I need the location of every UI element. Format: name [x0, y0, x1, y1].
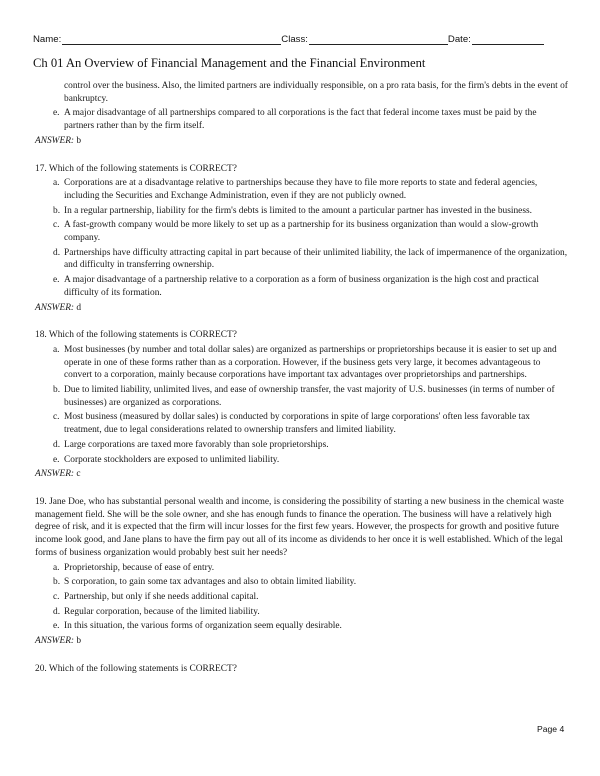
answer-label: ANSWER:	[35, 135, 75, 146]
question-19	[33, 496, 568, 648]
option-text: Most business (measured by dollar sales) is conducted by corporations in spite of large corporations' often less favorable tax treatment, due to legal considerations related to ownership transfers and limited liability.	[64, 412, 530, 436]
question-stem: 17. Which of the following statements is CORRECT?	[35, 163, 237, 174]
option-c	[33, 219, 568, 244]
option-b	[33, 384, 568, 409]
option-letter: e.	[53, 108, 60, 119]
option-letter: d.	[53, 247, 61, 258]
option-letter: c.	[53, 412, 60, 423]
date-blank-line	[472, 35, 544, 45]
option-text: Partnership, but only if she needs additional capital.	[64, 591, 259, 602]
option-letter: c.	[53, 220, 60, 231]
class-label: Class:	[281, 34, 308, 45]
option-text: A major disadvantage of a partnership relative to a corporation as a form of business organization is the high cost and practical difficulty of its formation.	[64, 275, 539, 298]
student-info-header	[33, 34, 568, 45]
option-text: A fast-growth company would be more likely to set up as a partnership for its business organization than would a slow-growth company.	[64, 220, 539, 244]
answer-value: b	[76, 135, 82, 146]
option-letter: a.	[53, 562, 60, 573]
answer-label: ANSWER:	[35, 302, 75, 313]
continued-question	[33, 80, 568, 148]
option-text: Most businesses (by number and total dollar sales) are organized as partnerships or proprietorships because it is easier to set up and operate in one of these forms rather than as a corporation. However, if the business gets very large, it becomes advantageous to convert to a corporation, mainly because corporations have important tax advantages over proprietorships and partnerships.	[64, 344, 557, 381]
answer-value: c	[76, 469, 81, 480]
option-letter: a.	[53, 344, 60, 355]
answer-label: ANSWER:	[35, 636, 75, 647]
option-text: Corporate stockholders are exposed to unlimited liability.	[64, 454, 280, 465]
option-text: Due to limited liability, unlimited lives, and ease of ownership transfer, the vast majority of U.S. businesses (in terms of number of businesses) are organized as corporations.	[64, 385, 555, 408]
option-text: Large corporations are taxed more favorably than sole proprietorships.	[64, 439, 329, 450]
option-letter: b.	[53, 205, 61, 216]
option-letter: d.	[53, 439, 61, 450]
option-letter: d.	[53, 606, 61, 617]
option-e	[33, 620, 568, 633]
option-a	[33, 344, 568, 382]
option-text: Regular corporation, because of the limited liability.	[64, 606, 260, 617]
option-d	[33, 247, 568, 272]
option-e	[33, 107, 568, 132]
answer-label: ANSWER:	[35, 469, 75, 480]
option-e	[33, 454, 568, 467]
question-stem: 20. Which of the following statements is CORRECT?	[35, 663, 237, 674]
answer-line	[35, 135, 568, 148]
option-text: Partnerships have difficulty attracting capital in part because of their unlimited liability, the lack of impermanence of the organization, and difficulty in transferring ownership.	[64, 247, 568, 271]
class-blank-line	[309, 35, 448, 45]
option-text: Corporations are at a disadvantage relative to partnerships because they have to file more reports to state and federal agencies, including the Securities and Exchange Administration, even if they are not publicly owned.	[64, 178, 538, 201]
question-18	[33, 329, 568, 481]
option-a	[33, 177, 568, 202]
name-label: Name:	[33, 34, 62, 45]
option-letter: e.	[53, 621, 60, 632]
option-text: In a regular partnership, liability for the firm's debts is limited to the amount a particular partner has invested in the business.	[64, 205, 532, 216]
option-b	[33, 205, 568, 218]
option-letter: b.	[53, 577, 61, 588]
answer-value: d	[76, 302, 82, 313]
option-letter: b.	[53, 385, 61, 396]
option-letter: e.	[53, 275, 60, 286]
option-letter: e.	[53, 454, 60, 465]
option-e	[33, 274, 568, 299]
option-d	[33, 439, 568, 452]
page-number: Page 4	[537, 724, 565, 734]
option-text: A major disadvantage of all partnerships compared to all corporations is the fact that federal income taxes must be paid by the partners rather than by the firm itself.	[64, 108, 537, 132]
option-c	[33, 591, 568, 604]
option-letter: a.	[53, 178, 60, 189]
answer-line	[35, 635, 568, 648]
question-stem: 18. Which of the following statements is CORRECT?	[35, 330, 237, 341]
question-content	[33, 80, 568, 677]
option-b	[33, 576, 568, 589]
chapter-title: Ch 01 An Overview of Financial Management and the Financial Environment	[33, 56, 426, 70]
continued-option-text: control over the business. Also, the limited partners are individually responsible, on a pro rata basis, for the firm's debts in the event of bankruptcy.	[64, 81, 568, 104]
name-blank-line	[62, 35, 281, 45]
question-stem: 19. Jane Doe, who has substantial personal wealth and income, is considering the possibility of starting a new business in the chemical waste management field. She will be the sole owner, and she has enough funds to finance the operation. The business will have a relatively high degree of risk, and it is expected that the firm will incur losses for the first few years. However, the prospects for growth and positive future income look good, and Jane plans to have the firm pay out all of its income as dividends to her once it is well established. Which of the legal forms of business organization would probably best suit her needs?	[35, 496, 564, 558]
option-text: S corporation, to gain some tax advantages and also to obtain limited liability.	[64, 577, 357, 588]
question-20	[33, 663, 568, 676]
date-label: Date:	[447, 34, 471, 45]
answer-value: b	[76, 636, 82, 647]
answer-line	[35, 468, 568, 481]
option-text: Proprietorship, because of ease of entry.	[64, 562, 215, 573]
answer-line	[35, 302, 568, 315]
option-d	[33, 606, 568, 619]
question-17	[33, 163, 568, 315]
option-text: In this situation, the various forms of organization seem equally desirable.	[64, 621, 342, 632]
option-c	[33, 411, 568, 436]
option-letter: c.	[53, 591, 60, 602]
option-a	[33, 562, 568, 575]
